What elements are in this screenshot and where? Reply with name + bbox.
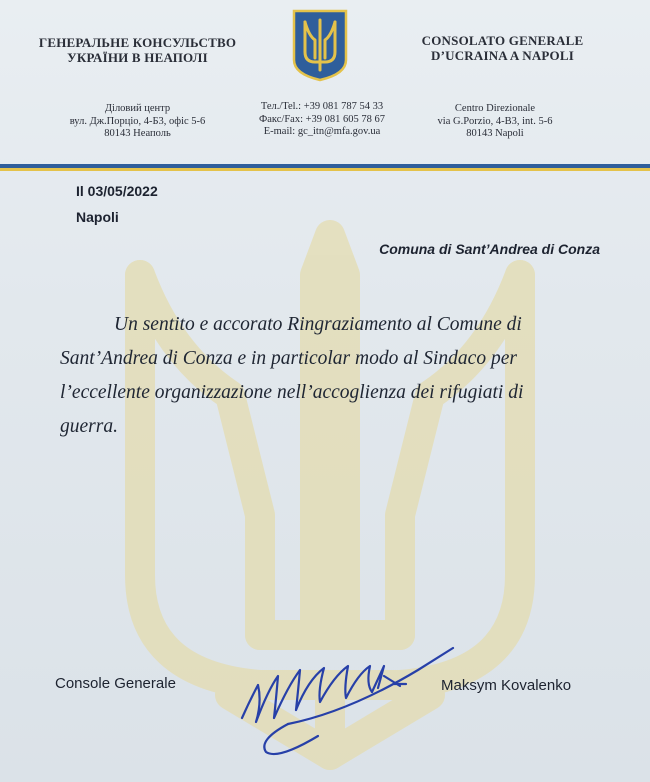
header-right-title-line: CONSOLATO GENERALE	[421, 33, 584, 48]
header-right-address-line: via G.Porzio, 4-B3, int. 5-6	[437, 115, 553, 127]
letter-city: Napoli	[76, 209, 119, 225]
header-left-title	[30, 35, 245, 65]
header-left-address-line: 80143 Неаполь	[104, 128, 171, 139]
header-fax: Факс/Fax: +39 081 605 78 67	[258, 113, 386, 125]
header-contacts	[232, 101, 412, 139]
header-left-title-line: ГЕНЕРАЛЬНЕ КОНСУЛЬСТВО	[38, 35, 237, 50]
ukraine-trident-icon	[291, 8, 349, 82]
handwritten-signature-icon	[228, 640, 458, 765]
letter-body-line: Un sentito e accorato Ringraziamento al Comune di	[114, 314, 522, 335]
header-right-title	[400, 33, 605, 63]
letter-body-line: Sant’Andrea di Conza e in particolar modo al Sindaco per	[60, 348, 517, 369]
signatory-name: Maksym Kovalenko	[441, 677, 572, 694]
letter-date: Il 03/05/2022	[76, 183, 158, 199]
header-left-address-line: Діловий центр	[104, 103, 171, 114]
letter-recipient: Comuna di Sant’Andrea di Conza	[379, 241, 600, 257]
header-left-address	[40, 103, 235, 141]
header-right-address	[400, 103, 590, 141]
header-right-address-line: 80143 Napoli	[466, 128, 524, 139]
signatory-role: Console Generale	[55, 675, 176, 692]
header-email[interactable]: E-mail: gc_itn@mfa.gov.ua	[263, 126, 381, 137]
header-left-title-line: УКРАЇНИ В НЕАПОЛІ	[67, 50, 208, 65]
header-left-address-line: вул. Дж.Порціо, 4-Б3, офіс 5-6	[69, 115, 206, 127]
letter-body-line: guerra.	[60, 416, 118, 437]
header-divider-yellow	[0, 168, 650, 171]
header-right-address-line: Centro Direzionale	[454, 103, 536, 114]
header-right-title-line: D’UCRAINA A NAPOLI	[430, 48, 574, 63]
letter-body-line: l’eccellente organizzazione nell’accoglienza dei rifugiati di	[60, 382, 524, 403]
header-phone: Тел./Tel.: +39 081 787 54 33	[260, 101, 384, 112]
letter-body	[60, 308, 580, 444]
